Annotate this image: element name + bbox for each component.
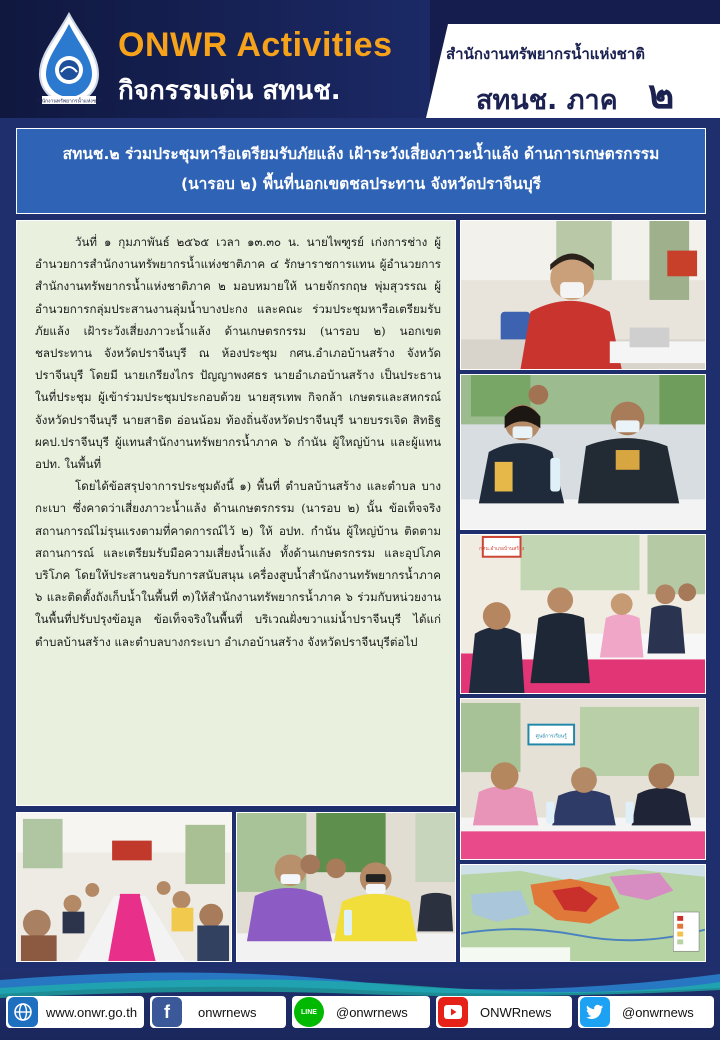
twitter-handle: @onwrnews	[622, 1004, 694, 1020]
line-handle: @onwrnews	[336, 1004, 408, 1020]
headline-line-2: (นารอบ ๒) พื้นที่นอกเขตชลประทาน จังหวัดปราจีนบุรี	[181, 175, 541, 193]
article-body	[16, 220, 456, 806]
page-title-english: ONWR Activities	[118, 26, 393, 64]
photo-three-officials	[460, 698, 706, 860]
facebook-handle: onwrnews	[198, 1004, 257, 1020]
article-paragraph-2: โดยได้ข้อสรุปจาการประชุมดังนี้ ๑) พื้นที่ ตำบลบ้านสร้าง และตำบล บางกะเบา ซึ่งคาดว่าเสี่ยงภาวะน้ำแล้ง ด้านเกษตรกรรม (นารอบ ๒) นั้น ข้อเท็จจริง สถานการณ์ไม่รุนแรงตามที่คาดการณ์ไว้ ๒) ให้ อปท. กำนัน ผู้ใหญ่บ้าน ติดตามสถานการณ์ และเตรียมรับมือความเสี่ยงน้ำแล้ง ทั้งด้านเกษตรกรรม และอุปโภคบริโภค โดยให้ประสานขอรับการสนับสนุน เครื่องสูบน้ำสำนักงานทรัพยากรน้ำภาค ๖ และติดตั้งถังเก็บน้ำในพื้นที่ ๓)ให้สำนักงานทรัพยากรน้ำภาค ๖ ร่วมกับหน่วยงานในพื้นที่ปรับปรุงข้อมูล ข้อเท็จจริงในพื้นที่ บริเวณฝั่งขวาแม่น้ำปราจีนบุรี ได้แก่ ตำบลบ้านสร้าง และตำบลบางกระเบา อำเภอบ้านสร้าง จังหวัดปราจีนบุรีต่อไป	[35, 479, 441, 649]
photo-speaker-red-shirt	[460, 220, 706, 370]
page-title-thai: กิจกรรมเด่น สทนช.	[118, 76, 341, 106]
photo-conference-room	[16, 812, 232, 962]
news-headline	[16, 128, 706, 214]
photo-officials-table	[460, 374, 706, 530]
agency-name: สำนักงานทรัพยากรน้ำแห่งชาติ	[446, 45, 645, 63]
youtube-handle: ONWRnews	[480, 1004, 552, 1020]
footer-line-link[interactable]	[292, 996, 430, 1028]
logo-caption: สำนักงานทรัพยากรน้ำแห่งชาติ	[36, 98, 102, 105]
footer-twitter-link[interactable]	[578, 996, 714, 1028]
line-icon	[294, 997, 324, 1027]
headline-line-1: สทนช.๒ ร่วมประชุมหารือเตรียมรับภัยแล้ง เฝ้าระวังเสี่ยงภาวะน้ำแล้ง ด้านการเกษตรกรรม	[62, 145, 660, 163]
line-icon-label: LINE	[301, 1008, 317, 1016]
article-paragraph-1: วันที่ ๑ กุมภาพันธ์ ๒๕๖๕ เวลา ๑๓.๓๐ น. นายไพฑูรย์ เก่งการช่าง ผู้อำนวยการสำนักงานทรัพยากรน้ำแห่งชาติภาค ๔ รักษาราชการแทน ผู้อำนวยการสำนักงานทรัพยากรน้ำแห่งชาติภาค ๒ มอบหมายให้ นายจักรกฤษ พุ่มสุวรรณ ผู้อำนวยการกลุ่มประสานงานลุ่มน้ำบางปะกง และคณะ ร่วมประชุมหารือเตรียมรับภัยแล้ง เฝ้าระวังเสี่ยงภาวะน้ำแล้ง ด้านเกษตรกรรม (นารอบ ๒) นอกเขตชลประทาน จังหวัดปราจีนบุรี ณ ห้องประชุม กศน.อำเภอบ้านสร้าง จังหวัดปราจีนบุรี โดยมี นายเกรียงไกร ปัญญาพงศธร นายอำเภอบ้านสร้าง เป็นประธานในที่ประชุม ผู้เข้าร่วมประชุมประกอบด้วย นายสุรเทพ กิจกล้า เกษตรและสหกรณ์ จังหวัดปราจีนบุรี นายสาธิต อ่อนน้อม ท้องถิ่นจังหวัดปราจีนบุรี นายบรรเจิด สิทธิฐ ผคป.ปราจีนบุรี ผู้แทนสำนักงานทรัพยากรน้ำภาค ๖ กำนัน ผู้ใหญ่บ้าน และผู้แทน อปท. ในพื้นที่	[35, 235, 441, 472]
website-url: www.onwr.go.th	[46, 1004, 138, 1020]
photo-two-officials-colorful	[236, 812, 456, 962]
banner-label-2: ศูนย์การเรียนรู้	[535, 733, 567, 740]
footer-website-link[interactable]	[6, 996, 144, 1028]
youtube-icon	[438, 997, 468, 1027]
banner-label-1: กศน.อำเภอบ้านสร้าง	[479, 545, 525, 552]
onwr-logo	[36, 12, 102, 108]
region-label: สทนช. ภาค	[476, 85, 618, 116]
photo-meeting-table	[460, 534, 706, 694]
footer-facebook-link[interactable]	[150, 996, 286, 1028]
twitter-icon	[580, 997, 610, 1027]
photo-risk-map	[460, 864, 706, 962]
facebook-icon: f	[152, 997, 182, 1027]
footer-youtube-link[interactable]	[436, 996, 572, 1028]
region-number: ๒	[648, 72, 675, 118]
globe-icon	[8, 997, 38, 1027]
